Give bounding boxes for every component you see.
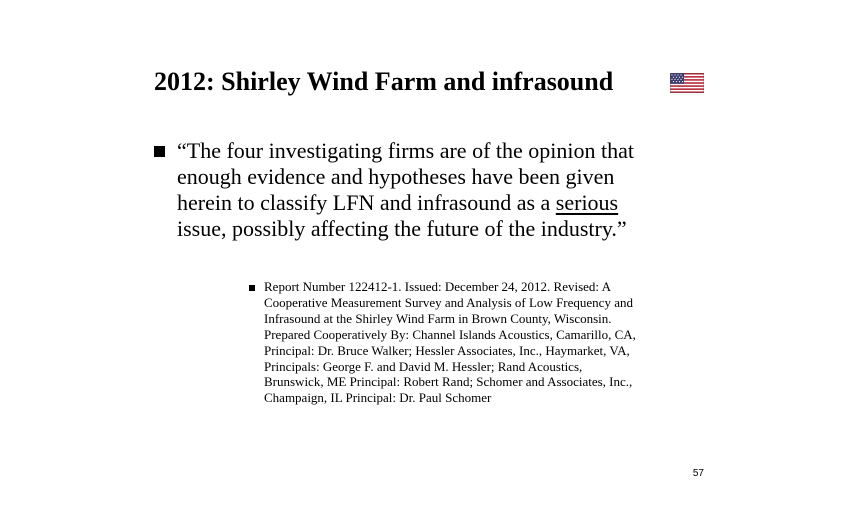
quote-line: “The four investigating firms are of the opinion that [177,138,634,163]
slide-title: 2012: Shirley Wind Farm and infrasound [154,67,614,96]
citation-line: Infrasound at the Shirley Wind Farm in Brown County, Wisconsin. [264,310,612,326]
citation-line: Principal: Dr. Bruce Walker; Hessler Associates, Inc., Haymarket, VA, [264,342,630,358]
sub-bullet-square-icon [249,285,255,291]
citation-line: Champaign, IL Principal: Dr. Paul Schomer [264,390,492,406]
quote-text [177,138,737,242]
page-number: 57 [692,468,704,479]
citation-line: Prepared Cooperatively By: Channel Islands Acoustics, Camarillo, CA, [264,326,636,342]
quote-line: enough evidence and hypotheses have been given [177,164,615,189]
underlined-word: serious [555,190,619,215]
quote-line: issue, possibly affecting the future of the industry.” [177,216,627,241]
citation-line: Principals: George F. and David M. Hessler; Rand Acoustics, [264,358,583,374]
citation-line: Brunswick, ME Principal: Robert Rand; Schomer and Associates, Inc., [264,374,633,390]
quote-line [177,190,737,216]
quote-line-text: herein to classify LFN and infrasound as a [177,190,556,215]
bullet-square-icon [154,146,166,158]
us-flag-icon [670,73,704,93]
citation-line: Cooperative Measurement Survey and Analysis of Low Frequency and [264,294,633,310]
report-citation [264,279,734,406]
citation-line: Report Number 122412-1. Issued: December 24, 2012. Revised: A [264,279,611,294]
